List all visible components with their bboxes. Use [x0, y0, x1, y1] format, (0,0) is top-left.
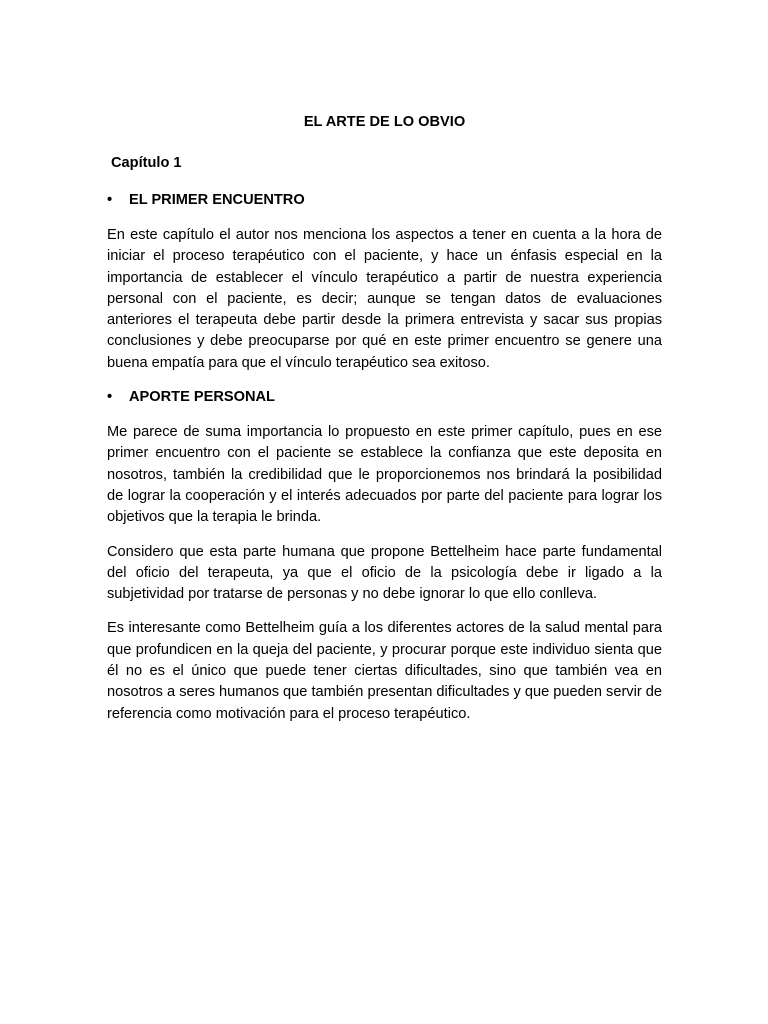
bullet-icon: • — [107, 389, 113, 406]
chapter-heading: Capítulo 1 — [111, 155, 182, 171]
paragraph: Considero que esta parte humana que propone Bettelheim hace parte fundamental del oficio del terapeuta, ya que el oficio de la psicología debe ir ligado a la subjetividad por tratarse de personas y no debe ignorar lo que ello conlleva. — [107, 543, 662, 603]
section-heading-primer-encuentro — [107, 190, 662, 211]
section-heading-aporte-personal — [107, 387, 662, 408]
document-body — [107, 112, 662, 738]
section-heading-label: APORTE PERSONAL — [129, 389, 275, 406]
document-title: EL ARTE DE LO OBVIO — [303, 114, 466, 130]
paragraph: Es interesante como Bettelheim guía a los diferentes actores de la salud mental para que profundicen en la queja del paciente, y procurar porque este individuo sienta que él no es el único que puede tener ciertas dificultades, sino que también vea en nosotros a seres humanos que también presentan dificultades y que pueden servir de referencia como motivación para el proceso terapéutico. — [107, 620, 662, 722]
section-heading-label: EL PRIMER ENCUENTRO — [129, 192, 305, 208]
paragraph: En este capítulo el autor nos menciona los aspectos a tener en cuenta a la hora de iniciar el proceso terapéutico con el paciente, y hace un énfasis especial en la importancia de establecer el vínculo terapéutico a partir de nuestra experiencia personal con el paciente, es decir; aunque se tengan datos de evaluaciones anteriores el terapeuta debe partir desde la primera entrevista y sacar sus propias conclusiones y debe preocuparse por qué en este primer encuentro se genere una buena empatía para que el vínculo terapéutico sea exitoso. — [107, 227, 662, 371]
bullet-icon: • — [107, 192, 113, 208]
paragraph: Me parece de suma importancia lo propuesto en este primer capítulo, pues en ese primer encuentro con el paciente se establece la confianza que este deposita en nosotros, también la credibilidad que le proporcionemos nos brindará la posibilidad de lograr la cooperación y el interés adecuados por parte del paciente para lograr los objetivos que la terapia le brinda. — [107, 424, 662, 526]
